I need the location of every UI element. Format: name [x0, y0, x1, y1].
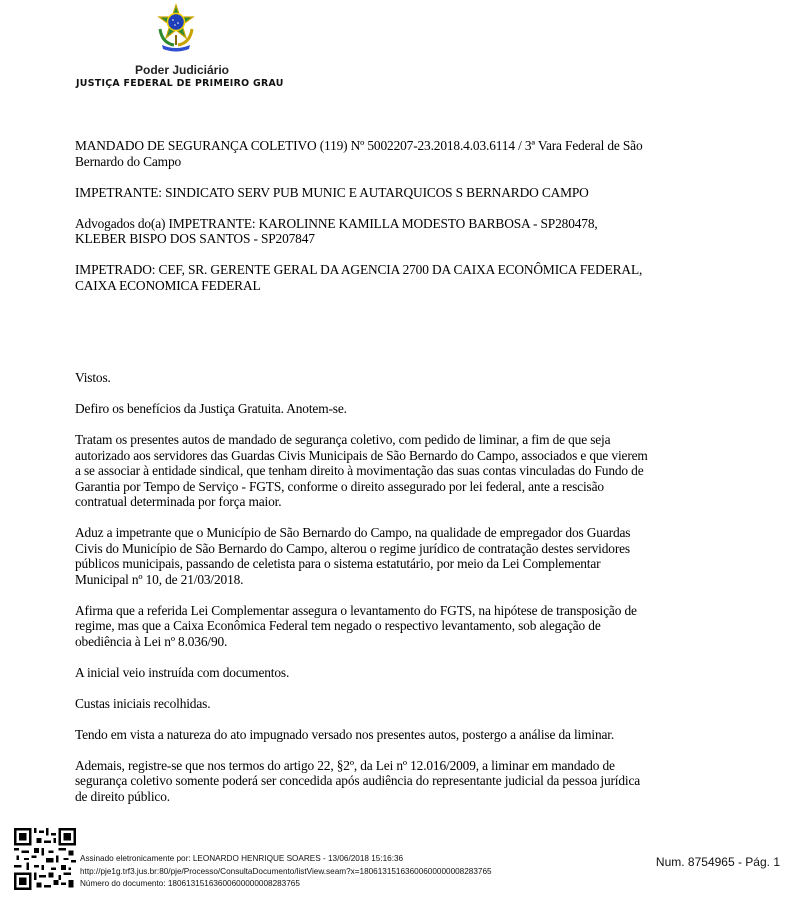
- text-line: Afirma que a referida Lei Complementar assegura o levantamento do FGTS, na hipótese de transposição de: [75, 602, 637, 618]
- paragraph-vistos: Vistos.: [75, 370, 111, 385]
- header-title: Poder Judiciário: [134, 63, 230, 77]
- text-line: de direito público.: [75, 788, 170, 804]
- signature-block: [80, 853, 492, 891]
- paragraph-inicial: A inicial veio instruída com documentos.: [75, 664, 290, 680]
- text-line: Ademais, registre-se que nos termos do artigo 22, §2º, da Lei nº 12.016/2009, a liminar em mandado de: [75, 757, 615, 773]
- text-line: Tratam os presentes autos de mandado de segurança coletivo, com pedido de liminar, a fim de que seja: [75, 432, 611, 447]
- paragraph-tendo: Tendo em vista a natureza do ato impugnado versado nos presentes autos, postergo a análise da liminar.: [75, 726, 615, 742]
- text-line: Civis do Município de São Bernardo do Campo, alterou o regime jurídico de contratação destes servidores: [75, 540, 630, 556]
- paragraph-aduz: [75, 525, 685, 587]
- page-number: Num. 8754965 - Pág. 1: [655, 855, 780, 869]
- impetrado-line2: CAIXA ECONOMICA FEDERAL: [75, 277, 261, 293]
- document-header: [70, 0, 300, 95]
- paragraph-tratam: [75, 432, 685, 510]
- header-subtitle: JUSTIÇA FEDERAL DE PRIMEIRO GRAU: [76, 78, 284, 89]
- paragraph-afirma: [75, 603, 685, 650]
- text-line: Municipal nº 10, de 21/03/2018.: [75, 571, 244, 587]
- qr-code-icon[interactable]: [14, 828, 76, 890]
- paragraph-custas: Custas iniciais recolhidas.: [75, 695, 211, 711]
- text-line: autorizado aos servidores das Guardas Civis Municipais de São Bernardo do Campo, associados e que vierem: [75, 447, 648, 463]
- advogados-line2: KLEBER BISPO DOS SANTOS - SP207847: [75, 231, 315, 246]
- case-title-line2: Bernardo do Campo: [75, 153, 182, 169]
- document-number: Número do documento: 18061315163600600000008283765: [80, 879, 300, 888]
- paragraph-justica-gratuita: Defiro os benefícios da Justiça Gratuita. Anotem-se.: [75, 401, 347, 416]
- signed-by: Assinado eletronicamente por: LEONARDO HENRIQUE SOARES - 13/06/2018 15:16:36: [80, 854, 404, 863]
- paragraph-ademais: [75, 758, 685, 805]
- document-url[interactable]: http://pje1g.trf3.jus.br:80/pje/Processo/ConsultaDocumento/listView.seam?x=18061315163600600000008283765: [80, 866, 492, 876]
- text-line: públicos municipais, passando de celetista para o sistema estatutário, por meio da Lei Complementar: [75, 556, 601, 571]
- document-body: [75, 138, 685, 804]
- coat-of-arms-icon: [156, 3, 196, 53]
- text-line: a se associar à entidade sindical, que tenham direito à movimentação das suas contas vinculadas do Fundo de: [75, 463, 644, 478]
- text-line: Garantia por Tempo de Serviço - FGTS, conforme o direito assegurado por lei federal, ante a rescisão: [75, 478, 604, 494]
- advogados-line1: Advogados do(a) IMPETRANTE: KAROLINNE KAMILLA MODESTO BARBOSA - SP280478,: [75, 215, 598, 231]
- signature-footer: [0, 826, 793, 906]
- impetrante: IMPETRANTE: SINDICATO SERV PUB MUNIC E AUTARQUICOS S BERNARDO CAMPO: [75, 184, 589, 200]
- text-line: regime, mas que a Caixa Econômica Federal tem negado o respectivo levantamento, sob alegação de: [75, 618, 601, 633]
- text-line: obediência à Lei nº 8.036/90.: [75, 633, 228, 649]
- text-line: contratual determinada por força maior.: [75, 494, 282, 509]
- text-line: Aduz a impetrante que o Município de São Bernardo do Campo, na qualidade de empregador dos Guardas: [75, 525, 631, 540]
- text-line: segurança coletivo somente poderá ser concedida após audiência do representante judicial da pessoa jurídica: [75, 773, 641, 788]
- impetrado-line1: IMPETRADO: CEF, SR. GERENTE GERAL DA AGENCIA 2700 DA CAIXA ECONÔMICA FEDERAL,: [75, 262, 643, 277]
- case-title-line1: MANDADO DE SEGURANÇA COLETIVO (119) Nº 5002207-23.2018.4.03.6114 / 3ª Vara Federal de São: [75, 138, 643, 153]
